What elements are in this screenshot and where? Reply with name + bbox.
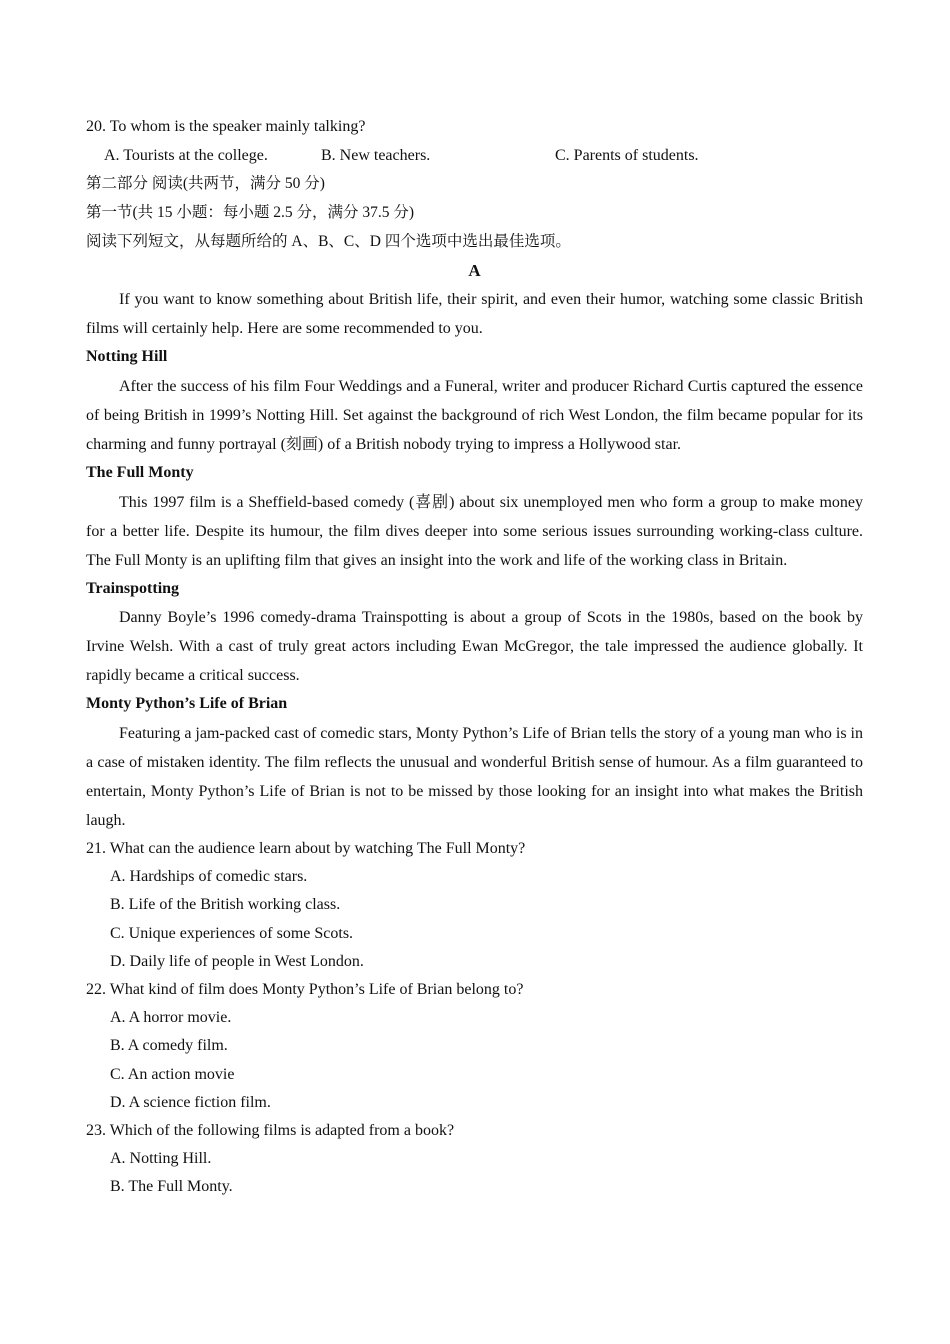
question-20-option-b: B. New teachers. [321,146,431,164]
question-21-option-d: D. Daily life of people in West London. [110,952,364,970]
question-22-option-a: A. A horror movie. [110,1009,232,1027]
question-22-stem: 22. What kind of film does Monty Python’s Life of Brian belong to? [86,981,524,999]
question-23-stem: 23. Which of the following films is adapted from a book? [86,1122,455,1140]
passage-label: A [468,260,481,280]
film-title-trainspotting: Trainspotting [86,579,180,597]
film-text-notting-hill: After the success of his film Four Weddings and a Funeral, writer and producer Richard Curtis captured the essence of being British in 1999’s Notting Hill. Set against the background of rich West London, the film became popular for its charming and funny portrayal (刻画) of a British nobody trying to impress a Hollywood star. [86,377,863,453]
question-20-options [86,142,863,171]
question-22-option-c: C. An action movie [110,1065,235,1083]
question-22-option-b: B. A comedy film. [110,1037,228,1055]
film-text-full-monty: This 1997 film is a Sheffield-based comedy (喜剧) about six unemployed men who form a group to make money for a better life. Despite its humour, the film dives deeper into some serious issues surrounding working-class culture. The Full Monty is an uplifting film that gives an insight into the work and life of the working class in Britain. [86,493,863,569]
question-21-option-a: A. Hardships of comedic stars. [110,868,308,886]
film-text-trainspotting: Danny Boyle’s 1996 comedy-drama Trainspotting is about a group of Scots in the 1980s, based on the book by Irvine Welsh. With a cast of truly great actors including Ewan McGregor, the tale impressed the audience globally. It rapidly became a critical success. [86,609,863,685]
question-20-stem: 20. To whom is the speaker mainly talking? [86,118,366,135]
section1-title: 第一节(共 15 小题：每小题 2.5 分，满分 37.5 分) [86,204,415,222]
passage-intro: If you want to know something about British life, their spirit, and even their humor, watching some classic British films will certainly help. Here are some recommended to you. [86,291,863,338]
question-21-option-b: B. Life of the British working class. [110,896,341,914]
question-22-option-d: D. A science fiction film. [110,1093,271,1111]
part2-title: 第二部分 阅读(共两节，满分 50 分) [86,175,325,193]
question-23-option-b: B. The Full Monty. [110,1178,233,1196]
film-text-life-of-brian: Featuring a jam-packed cast of comedic stars, Monty Python’s Life of Brian tells the story of a young man who is in a case of mistaken identity. The film reflects the unusual and wonderful British sense of humour. As a film guaranteed to entertain, Monty Python’s Life of Brian is not to be missed by those looking for an insight into what makes the British laugh. [86,725,863,830]
question-20-option-a: A. Tourists at the college. [104,146,268,164]
question-23-option-a: A. Notting Hill. [110,1150,212,1168]
reading-instruction: 阅读下列短文，从每题所给的 A、B、C、D 四个选项中选出最佳选项。 [86,232,571,250]
film-title-full-monty: The Full Monty [86,463,194,481]
question-21-option-c: C. Unique experiences of some Scots. [110,924,354,942]
exam-page [86,113,863,1202]
question-21-stem: 21. What can the audience learn about by watching The Full Monty? [86,840,526,858]
film-title-notting-hill: Notting Hill [86,348,168,366]
question-20-option-c: C. Parents of students. [555,146,699,164]
film-title-life-of-brian: Monty Python’s Life of Brian [86,695,288,713]
